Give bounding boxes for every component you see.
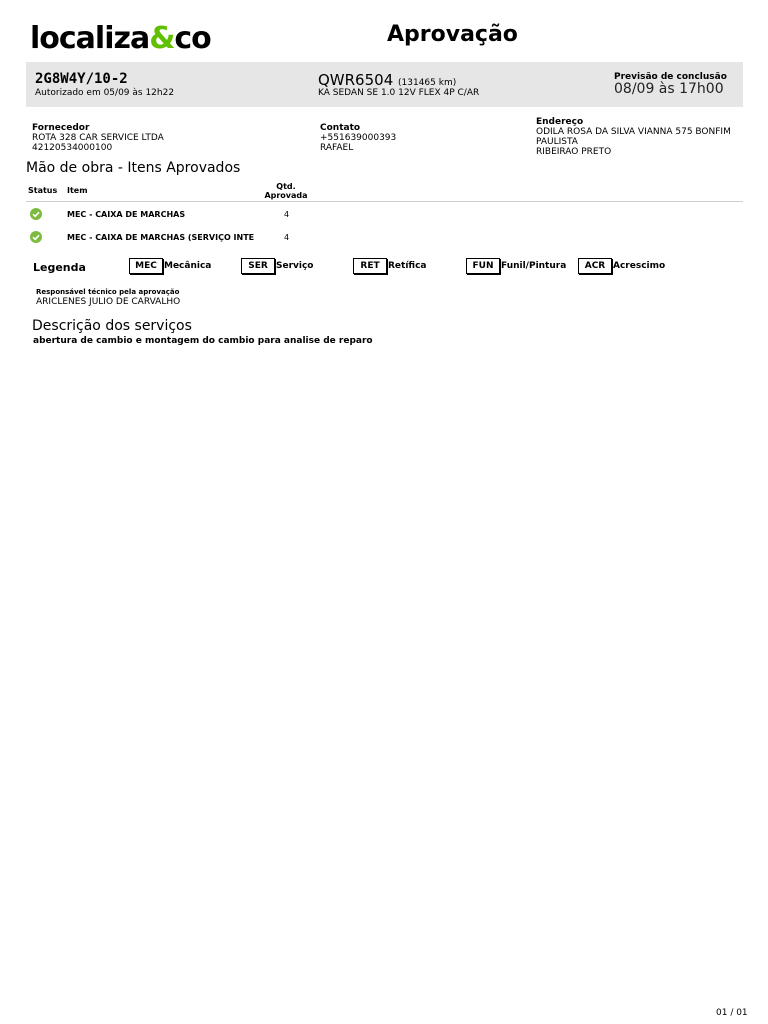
supplier-block — [32, 123, 164, 153]
supplier-name: ROTA 328 CAR SERVICE LTDA — [32, 133, 164, 143]
logo-ampersand: & — [149, 21, 175, 56]
legend-label: Legenda — [33, 261, 86, 274]
row-item-name: MEC - CAIXA DE MARCHAS — [67, 210, 186, 219]
column-status: Status — [28, 186, 58, 195]
description-title: Descrição dos serviços — [32, 318, 192, 334]
page-title: Aprovação — [387, 22, 518, 47]
address-block — [536, 117, 731, 157]
responsible-label: Responsável técnico pela aprovação — [36, 288, 180, 296]
description-text: abertura de cambio e montagem do cambio para analise de reparo — [33, 336, 373, 346]
row-item-qtd: 4 — [284, 210, 290, 219]
address-label: Endereço — [536, 117, 584, 127]
vehicle-plate — [318, 71, 456, 89]
forecast-value: 08/09 às 17h00 — [614, 81, 724, 97]
address-line-2: PAULISTA — [536, 137, 578, 147]
contact-block — [320, 123, 396, 153]
order-summary-band — [26, 62, 743, 107]
vehicle-model: KA SEDAN SE 1.0 12V FLEX 4P C/AR — [318, 88, 480, 98]
column-qtd-line-2: Aprovada — [264, 191, 308, 200]
approved-check-icon — [30, 231, 42, 243]
column-item: Item — [67, 186, 88, 195]
forecast-label: Previsão de conclusão — [614, 72, 727, 82]
address-line-3: RIBEIRAO PRETO — [536, 147, 612, 157]
legend-code-ser: SER — [241, 258, 275, 274]
order-code: 2G8W4Y/10-2 — [35, 71, 128, 87]
plate-text: QWR6504 — [318, 71, 394, 89]
authorized-date: Autorizado em 05/09 às 12h22 — [35, 88, 175, 98]
row-item-name: MEC - CAIXA DE MARCHAS (SERVIÇO INTE — [67, 233, 255, 242]
legend-text-ser: Serviço — [276, 261, 314, 271]
contact-label: Contato — [320, 123, 361, 133]
row-item-qtd: 4 — [284, 233, 290, 242]
legend-code-ret: RET — [353, 258, 387, 274]
contact-phone: +551639000393 — [320, 133, 397, 143]
labor-section-title: Mão de obra - Itens Aprovados — [26, 160, 241, 176]
vehicle-km: (131465 km) — [398, 78, 457, 88]
approved-check-icon — [30, 208, 42, 220]
page-number: 01 / 01 — [716, 1008, 748, 1018]
legend-code-fun: FUN — [466, 258, 500, 274]
legend-code-acr: ACR — [578, 258, 612, 274]
responsible-name: ARICLENES JULIO DE CARVALHO — [36, 297, 181, 307]
column-qtd-line-1: Qtd. — [276, 182, 296, 191]
contact-name: RAFAEL — [320, 143, 354, 153]
legend-text-ret: Retífica — [388, 261, 427, 271]
table-divider — [26, 201, 743, 202]
legend-text-fun: Funil/Pintura — [501, 261, 567, 271]
localiza-logo — [30, 22, 211, 56]
logo-tail: co — [174, 21, 211, 56]
supplier-doc: 42120534000100 — [32, 143, 113, 153]
column-qtd — [262, 182, 310, 200]
logo-main: localiza — [30, 21, 150, 56]
legend-text-mec: Mecânica — [164, 261, 212, 271]
address-line-1: ODILA ROSA DA SILVA VIANNA 575 BONFIM — [536, 127, 731, 137]
supplier-label: Fornecedor — [32, 123, 90, 133]
legend-text-acr: Acrescimo — [613, 261, 666, 271]
legend-code-mec: MEC — [129, 258, 163, 274]
